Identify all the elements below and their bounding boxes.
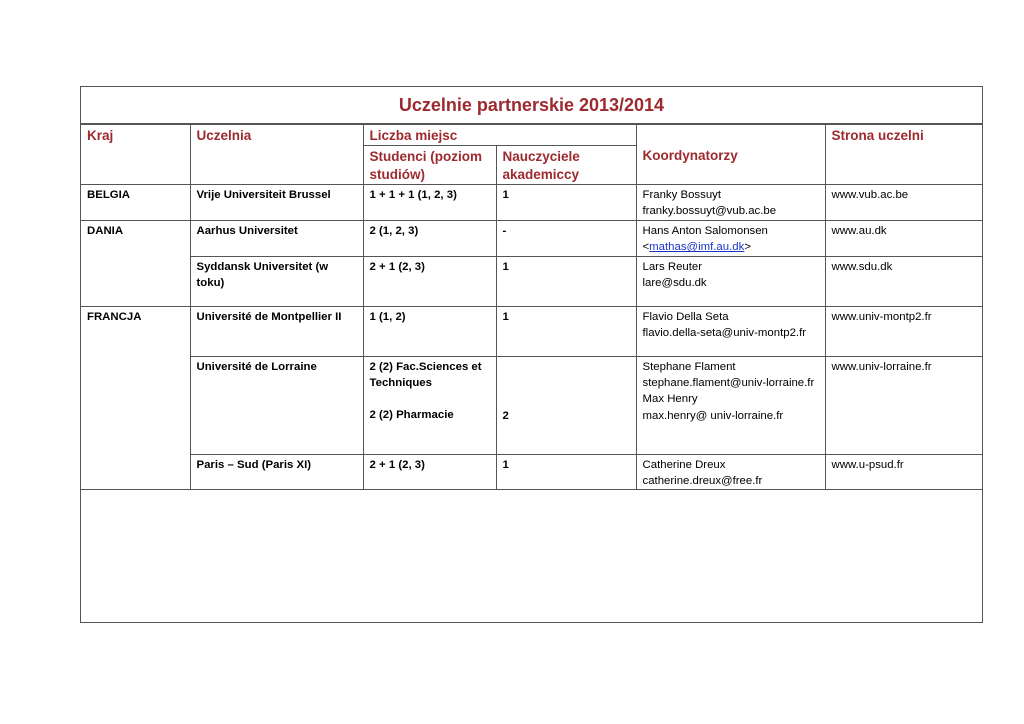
coordinator-name: Lars Reuter — [642, 260, 703, 273]
coordinator-name: Catherine Dreux — [642, 458, 726, 471]
cell-koordynatorzy — [636, 454, 825, 490]
header-studenci: Studenci (poziom studiów) — [363, 146, 496, 185]
nauczyciele-value: 2 — [502, 409, 509, 422]
header-liczba-miejsc: Liczba miejsc — [363, 125, 636, 146]
cell-nauczyciele: - — [496, 220, 636, 256]
cell-koordynatorzy — [636, 256, 825, 306]
coordinator-email: flavio.della-seta@univ-montp2.fr — [642, 327, 807, 340]
header-uczelnia: Uczelnia — [190, 125, 363, 185]
cell-studenci — [363, 356, 496, 454]
table-row — [81, 356, 983, 454]
cell-nauczyciele: 1 — [496, 306, 636, 356]
cell-nauczyciele — [496, 356, 636, 454]
cell-strona: www.au.dk — [825, 220, 983, 256]
spacer — [370, 391, 490, 407]
cell-studenci: 2 (1, 2, 3) — [363, 220, 496, 256]
header-kraj: Kraj — [81, 125, 190, 185]
cell-kraj: DANIA — [81, 220, 190, 306]
page-title: Uczelnie partnerskie 2013/2014 — [81, 87, 982, 124]
cell-strona: www.u-psud.fr — [825, 454, 983, 490]
cell-studenci: 2 + 1 (2, 3) — [363, 454, 496, 490]
coordinator-name: Hans Anton Salomonsen — [642, 224, 768, 237]
coordinator-name: Franky Bossuyt — [642, 189, 722, 201]
header-row — [81, 125, 983, 146]
coordinator-name: Max Henry — [642, 393, 698, 406]
coordinator-email: catherine.dreux@free.fr — [642, 475, 763, 488]
coordinator-email: stephane.flament@univ-lorraine.fr — [642, 377, 815, 390]
coordinator-email: max.henry@ univ-lorraine.fr — [642, 409, 784, 422]
table-row — [81, 454, 983, 490]
coordinator-name: Flavio Della Seta — [642, 310, 729, 323]
header-nauczyciele: Nauczyciele akademiccy — [496, 146, 636, 185]
cell-uczelnia: Université de Lorraine — [190, 356, 363, 454]
cell-uczelnia: Paris – Sud (Paris XI) — [190, 454, 363, 490]
cell-koordynatorzy — [636, 306, 825, 356]
cell-koordynatorzy — [636, 185, 825, 221]
header-strona: Strona uczelni — [825, 125, 983, 185]
cell-strona: www.sdu.dk — [825, 256, 983, 306]
table-row — [81, 220, 983, 256]
cell-kraj: FRANCJA — [81, 306, 190, 490]
cell-strona: www.univ-lorraine.fr — [825, 356, 983, 454]
spacer — [503, 359, 630, 408]
table-row — [81, 306, 983, 356]
cell-uczelnia: Aarhus Universitet — [190, 220, 363, 256]
table-row — [81, 256, 983, 306]
cell-kraj: BELGIA — [81, 185, 190, 221]
studenci-entry: 2 (2) Pharmacie — [369, 409, 454, 422]
cell-koordynatorzy — [636, 220, 825, 256]
coordinator-email: franky.bossuyt@vub.ac.be — [642, 205, 777, 218]
cell-nauczyciele: 1 — [496, 454, 636, 490]
cell-studenci: 2 + 1 (2, 3) — [363, 256, 496, 306]
cell-strona: www.univ-montp2.fr — [825, 306, 983, 356]
document-frame — [80, 86, 983, 623]
email-bracket-close: > — [744, 241, 751, 254]
studenci-entry: 2 (2) Fac.Sciences et Techniques — [369, 360, 482, 390]
table-row — [81, 185, 983, 221]
header-koordynatorzy: Koordynatorzy — [636, 125, 825, 185]
coordinator-email: lare@sdu.dk — [642, 277, 707, 290]
cell-studenci: 1 (1, 2) — [363, 306, 496, 356]
cell-uczelnia: Vrije Universiteit Brussel — [190, 185, 363, 221]
cell-uczelnia: Université de Montpellier II — [190, 306, 363, 356]
cell-koordynatorzy — [636, 356, 825, 454]
coordinator-name: Stephane Flament — [642, 360, 736, 373]
cell-strona: www.vub.ac.be — [825, 185, 983, 221]
partners-table — [81, 124, 983, 490]
cell-nauczyciele: 1 — [496, 185, 636, 221]
cell-uczelnia: Syddansk Universitet (w toku) — [190, 256, 363, 306]
cell-studenci: 1 + 1 + 1 (1, 2, 3) — [363, 185, 496, 221]
coordinator-email-link[interactable]: mathas@imf.au.dk — [649, 241, 745, 254]
coordinator-email-line — [643, 239, 819, 255]
email-bracket-open: < — [642, 241, 650, 254]
cell-nauczyciele: 1 — [496, 256, 636, 306]
